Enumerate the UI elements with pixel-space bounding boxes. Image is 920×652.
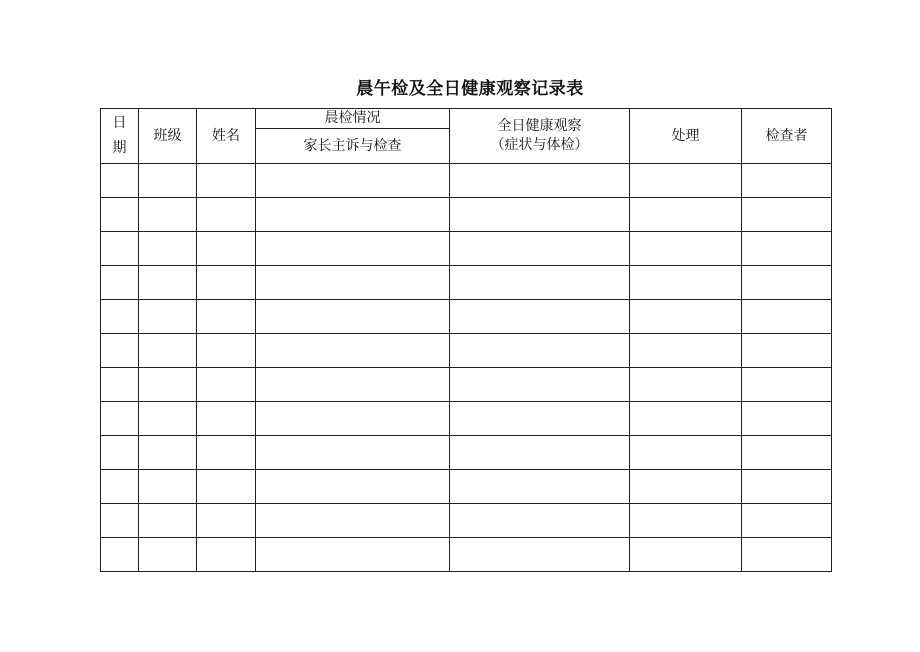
- cell-allday-observation[interactable]: [450, 232, 630, 266]
- cell-allday-observation[interactable]: [450, 198, 630, 232]
- cell-date[interactable]: [101, 232, 139, 266]
- cell-name[interactable]: [197, 470, 256, 504]
- cell-inspector[interactable]: [742, 232, 832, 266]
- cell-handling[interactable]: [630, 198, 742, 232]
- table-row: [101, 436, 832, 470]
- cell-class[interactable]: [139, 538, 197, 572]
- cell-handling[interactable]: [630, 266, 742, 300]
- cell-handling[interactable]: [630, 504, 742, 538]
- cell-date[interactable]: [101, 470, 139, 504]
- cell-name[interactable]: [197, 300, 256, 334]
- cell-inspector[interactable]: [742, 470, 832, 504]
- table-row: [101, 266, 832, 300]
- cell-allday-observation[interactable]: [450, 368, 630, 402]
- cell-class[interactable]: [139, 402, 197, 436]
- cell-inspector[interactable]: [742, 266, 832, 300]
- table-row: [101, 300, 832, 334]
- cell-date[interactable]: [101, 368, 139, 402]
- table-row: [101, 232, 832, 266]
- cell-date[interactable]: [101, 402, 139, 436]
- cell-inspector[interactable]: [742, 368, 832, 402]
- cell-inspector[interactable]: [742, 538, 832, 572]
- cell-inspector[interactable]: [742, 436, 832, 470]
- cell-name[interactable]: [197, 402, 256, 436]
- cell-class[interactable]: [139, 436, 197, 470]
- cell-inspector[interactable]: [742, 164, 832, 198]
- cell-name[interactable]: [197, 334, 256, 368]
- cell-morning-check[interactable]: [256, 436, 450, 470]
- header-date-char-1: 日: [112, 114, 127, 131]
- cell-class[interactable]: [139, 334, 197, 368]
- cell-handling[interactable]: [630, 300, 742, 334]
- cell-allday-observation[interactable]: [450, 266, 630, 300]
- cell-morning-check[interactable]: [256, 164, 450, 198]
- table-row: [101, 538, 832, 572]
- cell-date[interactable]: [101, 436, 139, 470]
- header-handling: 处理: [630, 109, 742, 164]
- cell-class[interactable]: [139, 368, 197, 402]
- cell-name[interactable]: [197, 198, 256, 232]
- cell-morning-check[interactable]: [256, 232, 450, 266]
- cell-handling[interactable]: [630, 334, 742, 368]
- cell-name[interactable]: [197, 538, 256, 572]
- cell-allday-observation[interactable]: [450, 164, 630, 198]
- cell-inspector[interactable]: [742, 300, 832, 334]
- cell-allday-observation[interactable]: [450, 436, 630, 470]
- cell-name[interactable]: [197, 368, 256, 402]
- header-parent-complaint: 家长主诉与检查: [256, 129, 450, 164]
- cell-morning-check[interactable]: [256, 266, 450, 300]
- cell-class[interactable]: [139, 504, 197, 538]
- cell-date[interactable]: [101, 538, 139, 572]
- table-row: [101, 198, 832, 232]
- cell-allday-observation[interactable]: [450, 504, 630, 538]
- cell-date[interactable]: [101, 300, 139, 334]
- table-row: [101, 368, 832, 402]
- cell-morning-check[interactable]: [256, 368, 450, 402]
- page-title: 晨午检及全日健康观察记录表: [356, 79, 584, 99]
- header-allday-observation: [450, 109, 630, 164]
- cell-date[interactable]: [101, 504, 139, 538]
- cell-date[interactable]: [101, 266, 139, 300]
- cell-allday-observation[interactable]: [450, 470, 630, 504]
- cell-class[interactable]: [139, 232, 197, 266]
- cell-class[interactable]: [139, 300, 197, 334]
- cell-handling[interactable]: [630, 436, 742, 470]
- header-morning-check: 晨检情况: [256, 109, 450, 129]
- cell-name[interactable]: [197, 504, 256, 538]
- cell-handling[interactable]: [630, 402, 742, 436]
- header-inspector: 检查者: [742, 109, 832, 164]
- cell-morning-check[interactable]: [256, 300, 450, 334]
- cell-handling[interactable]: [630, 538, 742, 572]
- cell-inspector[interactable]: [742, 402, 832, 436]
- cell-name[interactable]: [197, 266, 256, 300]
- cell-date[interactable]: [101, 164, 139, 198]
- cell-date[interactable]: [101, 198, 139, 232]
- header-date: [101, 109, 139, 164]
- cell-morning-check[interactable]: [256, 198, 450, 232]
- cell-date[interactable]: [101, 334, 139, 368]
- header-date-char-2: 期: [112, 140, 127, 156]
- cell-allday-observation[interactable]: [450, 402, 630, 436]
- table-row: [101, 164, 832, 198]
- cell-handling[interactable]: [630, 232, 742, 266]
- cell-handling[interactable]: [630, 368, 742, 402]
- header-allday-line-1: 全日健康观察: [497, 118, 582, 135]
- cell-morning-check[interactable]: [256, 470, 450, 504]
- cell-morning-check[interactable]: [256, 504, 450, 538]
- cell-inspector[interactable]: [742, 198, 832, 232]
- cell-morning-check[interactable]: [256, 334, 450, 368]
- table-row: [101, 402, 832, 436]
- header-name: 姓名: [197, 109, 256, 164]
- cell-class[interactable]: [139, 198, 197, 232]
- cell-allday-observation[interactable]: [450, 300, 630, 334]
- header-class: 班级: [139, 109, 197, 164]
- cell-allday-observation[interactable]: [450, 334, 630, 368]
- table-body: [101, 164, 832, 572]
- cell-handling[interactable]: [630, 470, 742, 504]
- header-allday-line-2: （症状与体检）: [490, 137, 589, 153]
- cell-class[interactable]: [139, 266, 197, 300]
- cell-inspector[interactable]: [742, 334, 832, 368]
- cell-class[interactable]: [139, 470, 197, 504]
- health-record-table: [100, 108, 832, 572]
- cell-name[interactable]: [197, 164, 256, 198]
- cell-handling[interactable]: [630, 164, 742, 198]
- cell-name[interactable]: [197, 232, 256, 266]
- table-row: [101, 334, 832, 368]
- cell-name[interactable]: [197, 436, 256, 470]
- cell-allday-observation[interactable]: [450, 538, 630, 572]
- table-row: [101, 504, 832, 538]
- cell-inspector[interactable]: [742, 504, 832, 538]
- table-header: [101, 109, 832, 164]
- cell-morning-check[interactable]: [256, 402, 450, 436]
- cell-class[interactable]: [139, 164, 197, 198]
- table-row: [101, 470, 832, 504]
- cell-morning-check[interactable]: [256, 538, 450, 572]
